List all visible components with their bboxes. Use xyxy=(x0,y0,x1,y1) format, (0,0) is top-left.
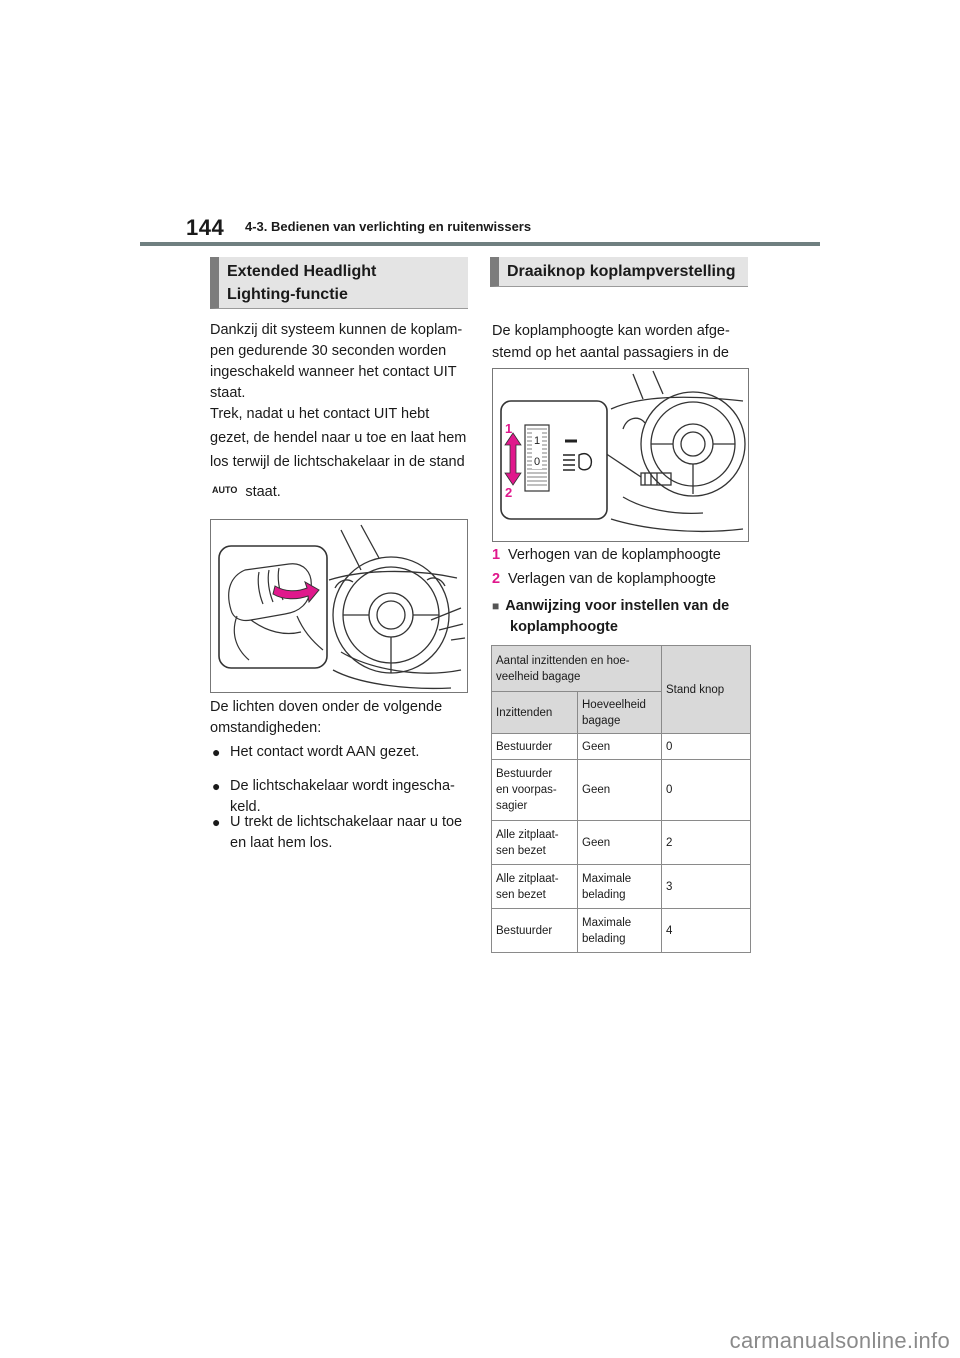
text-line: Aantal inzittenden en hoe- xyxy=(496,654,630,667)
text-line: Alle zitplaat- xyxy=(496,872,559,885)
intro-paragraph xyxy=(210,320,472,404)
conditions-intro xyxy=(210,697,472,739)
dial-mark-top: 1 xyxy=(533,435,541,447)
bullet-icon: ● xyxy=(212,744,221,760)
table-cell-load xyxy=(578,865,662,909)
leveling-dial-illustration xyxy=(492,368,749,542)
table-cell-occupants xyxy=(492,865,578,909)
legend-item xyxy=(492,569,716,590)
text-line: ingeschakeld wanneer het contact UIT xyxy=(210,364,457,380)
watermark-link[interactable]: carmanualsonline.info xyxy=(729,1328,950,1353)
text-line: Aanwijzing voor instellen van de xyxy=(505,598,730,614)
text-line: staat. xyxy=(210,385,246,401)
text-line: Dankzij dit systeem kunnen de koplam- xyxy=(210,322,463,338)
legend-number: 1 xyxy=(492,547,501,563)
table-subheader-occupants: Inzittenden xyxy=(492,692,578,734)
section-title-line: Extended Headlight xyxy=(227,263,377,280)
text-line: sagier xyxy=(496,800,528,812)
table-cell-position: 2 xyxy=(662,821,751,865)
table-cell-load xyxy=(578,909,662,953)
text-line: Maximale xyxy=(582,872,632,885)
table-row xyxy=(492,821,751,865)
text-line: staat. xyxy=(245,484,281,500)
running-title: 4-3. Bedienen van verlichting en ruitenwissers xyxy=(245,219,532,234)
table-header-row xyxy=(492,646,751,692)
note-heading xyxy=(492,596,754,638)
table-cell-occupants xyxy=(492,760,578,821)
lever-illustration xyxy=(210,519,468,693)
header-rule xyxy=(140,242,820,246)
figure-label-up: 1 xyxy=(505,421,513,436)
legend-text: Verlagen van de koplamphoogte xyxy=(508,571,716,587)
page-number: 144 xyxy=(186,215,225,240)
text-line: sen bezet xyxy=(496,888,546,901)
table-subheader-load xyxy=(578,692,662,734)
text-line: belading xyxy=(582,932,626,945)
text-line: Hoeveelheid xyxy=(582,698,646,711)
section-title-line: Lighting-functie xyxy=(227,286,348,303)
text-line: U trekt de lichtschakelaar naar u toe xyxy=(230,814,463,830)
text-line: en voorpas- xyxy=(496,784,557,796)
table-cell-occupants xyxy=(492,821,578,865)
bullet-item xyxy=(212,742,490,763)
headlight-level-table xyxy=(491,645,751,953)
text-line: Bestuurder xyxy=(496,768,553,780)
instruction-paragraph xyxy=(210,402,472,474)
legend-text: Verhogen van de koplamphoogte xyxy=(508,547,721,563)
table-cell-position: 3 xyxy=(662,865,751,909)
table-row xyxy=(492,760,751,821)
dial-mark-bottom: 0 xyxy=(533,456,541,468)
text-line: gezet, de hendel naar u toe en laat hem xyxy=(210,430,467,446)
table-cell-position: 4 xyxy=(662,909,751,953)
legend-item xyxy=(492,545,721,566)
text-line: belading xyxy=(582,888,626,901)
auto-symbol: AUTO xyxy=(212,485,238,495)
text-line: Het contact wordt AAN gezet. xyxy=(230,744,420,760)
bullet-item xyxy=(212,812,490,854)
text-line: veelheid bagage xyxy=(496,670,581,683)
text-line: stemd op het aantal passagiers in de xyxy=(492,345,729,361)
table-cell-load: Geen xyxy=(578,734,662,760)
text-line: De koplamphoogte kan worden afge- xyxy=(492,323,730,339)
table-cell-occupants: Bestuurder xyxy=(492,909,578,953)
bullet-icon: ● xyxy=(212,814,221,830)
text-line: bagage xyxy=(582,714,621,727)
table-row xyxy=(492,909,751,953)
section-title-dial: Draaiknop koplampverstelling xyxy=(490,257,748,287)
table-row xyxy=(492,865,751,909)
figure-label-down: 2 xyxy=(505,485,513,500)
text-line: koplamphoogte xyxy=(510,619,618,635)
table-row xyxy=(492,734,751,760)
legend-number: 2 xyxy=(492,571,501,587)
bullet-icon: ● xyxy=(212,778,221,794)
table-cell-occupants: Bestuurder xyxy=(492,734,578,760)
text-line: De lichten doven onder de volgende xyxy=(210,699,443,715)
text-line: pen gedurende 30 seconden worden xyxy=(210,343,447,359)
text-line: Alle zitplaat- xyxy=(496,828,559,841)
instruction-end xyxy=(212,480,281,503)
section-title-extended-headlight xyxy=(210,257,468,309)
text-line: De lichtschakelaar wordt ingescha- xyxy=(230,778,455,794)
text-line: sen bezet xyxy=(496,844,546,857)
table-cell-load: Geen xyxy=(578,760,662,821)
text-line: en laat hem los. xyxy=(230,835,333,851)
note-marker-icon: ■ xyxy=(492,599,500,613)
text-line: Trek, nadat u het contact UIT hebt xyxy=(210,406,430,422)
table-cell-position: 0 xyxy=(662,734,751,760)
table-cell-position: 0 xyxy=(662,760,751,821)
text-line: los terwijl de lichtschakelaar in de stand xyxy=(210,454,465,470)
table-cell-load: Geen xyxy=(578,821,662,865)
text-line: keld. xyxy=(230,799,261,815)
text-line: Maximale xyxy=(582,916,632,929)
text-line: omstandigheden: xyxy=(210,720,322,736)
table-header-group xyxy=(492,646,662,692)
table-header-knob: Stand knop xyxy=(662,646,751,734)
